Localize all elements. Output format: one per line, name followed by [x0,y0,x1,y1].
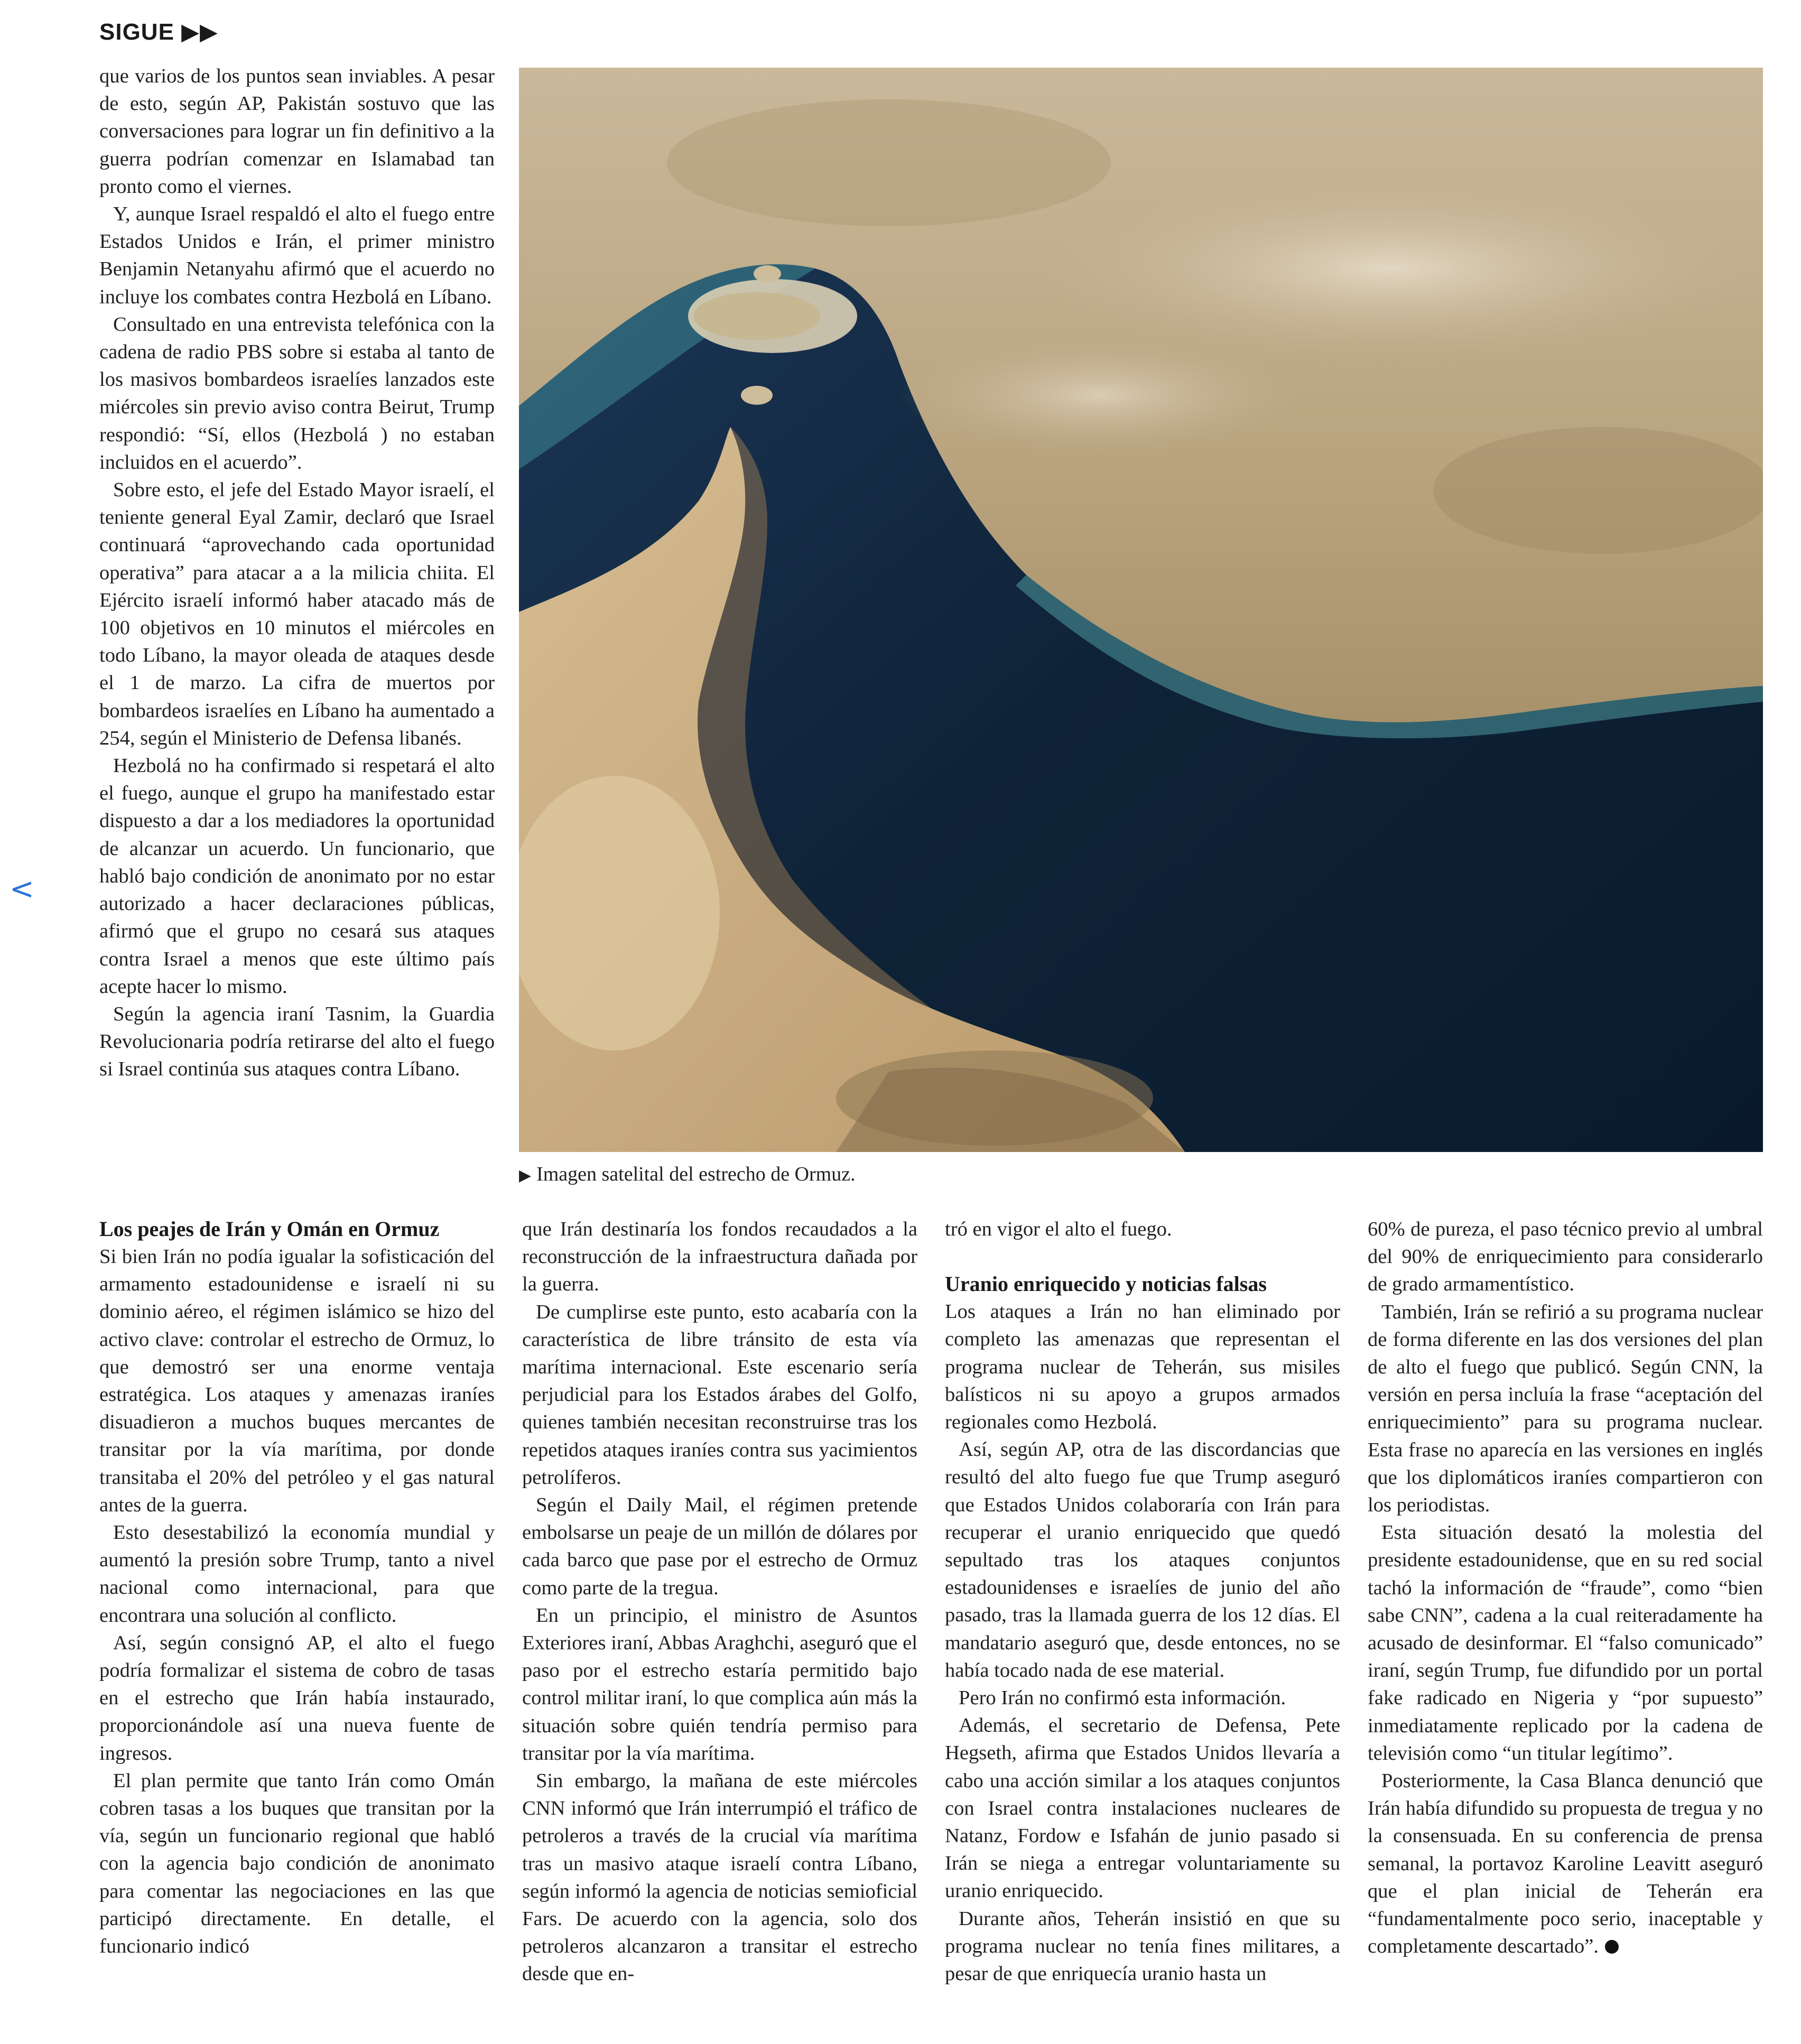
article-column-4 [1368,1215,1763,1960]
paragraph: Así, según AP, otra de las discordancias que resultó del alto fuego fue que Trump aseguró que Estados Unidos colaboraría con Irán para recuperar el uranio enriquecido que quedó sepultado tras los ataques conjuntos estadounidenses e israelíes de junio del año pasado, tras la llamada guerra de los 12 días. El mandatario aseguró que, desde entonces, no se había tocado nada de ese material. [945,1438,1340,1681]
satellite-map-illustration [519,68,1763,1152]
paragraph: Sin embargo, la mañana de este miércoles CNN informó que Irán interrumpió el tráfico de petroleros a través de la crucial vía marítima tras un masivo ataque israelí contra Líbano, según informó la agencia de noticias semioficial Fars. De acuerdo con la agencia, solo dos petroleros alcanzaron a transitar el estrecho desde que en- [522,1770,917,1985]
paragraph: Pero Irán no confirmó esta información. [959,1687,1286,1709]
paragraph: Según la agencia iraní Tasnim, la Guardia Revolucionaria podría retirarse del alto el fuego si Israel continúa sus ataques contra Líbano. [99,1002,495,1081]
paragraph: Además, el secretario de Defensa, Pete Hegseth, afirma que Estados Unidos llevaría a cabo una acción similar a los ataques conjuntos con Israel contra instalaciones nucleares de Natanz, Fordow e Isfahán de junio pasado si Irán se niega a entregar voluntariamente su uranio enriquecido. [945,1714,1340,1902]
paragraph: Así, según consignó AP, el alto el fuego podría formalizar el sistema de cobro de tasas en el estrecho que Irán había instaurado, proporcionándole así una nueva fuente de ingresos. [99,1631,495,1764]
caption-triangle-icon: ▶ [519,1167,532,1184]
paragraph: que varios de los puntos sean inviables. A pesar de esto, según AP, Pakistán sostuvo que las conversaciones para lograr un fin definitivo a la guerra podrían comenzar en Islamabad tan pronto como el viernes. [99,65,495,198]
article-column-2 [522,1215,917,1988]
article-column-1 [99,1215,495,1960]
paragraph: En un principio, el ministro de Asuntos Exteriores iraní, Abbas Araghchi, aseguró que el paso por el estrecho estaría permitido bajo control militar iraní, lo que complica aún más la situación sobre quién tendría permiso para transitar por la vía marítima. [522,1604,917,1764]
paragraph: Los ataques a Irán no han eliminado por completo las amenazas que representan el programa nuclear de Teherán, sus misiles balísticos ni su apoyo a grupos armados regionales como Hezbolá. [945,1300,1340,1434]
paragraph: Y, aunque Israel respaldó el alto el fuego entre Estados Unidos e Irán, el primer ministro Benjamin Netanyahu afirmó que el acuerdo no incluye los combates contra Hezbolá en Líbano. [99,203,495,308]
end-of-article-icon [1605,1940,1619,1954]
paragraph: tró en vigor el alto el fuego. [945,1218,1172,1240]
paragraph: De cumplirse este punto, esto acabaría con la característica de libre tránsito de esta vía marítima internacional. Este escenario sería perjudicial para los Estados árabes del Golfo, quienes también necesitan reconstruirse tras los repetidos ataques iraníes contra sus yacimientos petrolíferos. [522,1300,917,1489]
paragraph: Hezbolá no ha confirmado si respetará el alto el fuego, aunque el grupo ha manifestado estar dispuesto a dar a los mediadores la oportunidad de alcanzar un acuerdo. Un funcionario, que habló bajo condición de anonimato por no estar autorizado a hacer declaraciones públicas, afirmó que el grupo no cesará sus ataques contra Israel a menos que este último país acepte hacer lo mismo. [99,755,495,998]
article-column-3 [945,1215,1340,1987]
article-column-top-left [99,62,495,1083]
paragraph [1368,1767,1763,1960]
paragraph: El plan permite que tanto Irán como Omán cobren tasas a los buques que transitan por la vía, según un funcionario regional que habló con la agencia bajo condición de anonimato para comentar las negociaciones en las que participó directamente. En detalle, el funcionario indicó [99,1769,495,1958]
paragraph-text: Posteriormente, la Casa Blanca denunció que Irán había difundido su propuesta de tregua y no la consensuada. En su conferencia de prensa semanal, la portavoz Karoline Leavitt aseguró que el plan inicial de Teherán era “fundamentalmente poco serio, inaceptable y completamente descartado”. [1368,1770,1763,1958]
paragraph: Según el Daily Mail, el régimen pretende embolsarse un peaje de un millón de dólares por cada barco que pase por el estrecho de Ormuz como parte de la tregua. [522,1494,917,1599]
paragraph: Esta situación desató la molestia del presidente estadounidense, que en su red social tachó la información de “fraude”, como “bien sabe CNN”, cadena a la cual reiteradamente ha acusado de desinformar. El “falso comunicado” iraní, según Trump, fue difundido por un portal fake radicado en Nigeria y “por supuesto” inmediatamente replicado por la cadena de televisión como “un titular legítimo”. [1368,1521,1763,1764]
subheading: Uranio enriquecido y noticias falsas [945,1272,1267,1296]
photo-caption [519,1160,856,1190]
paragraph: que Irán destinaría los fondos recaudados a la reconstrucción de la infraestructura dañada por la guerra. [522,1218,917,1296]
paragraph: 60% de pureza, el paso técnico previo al umbral del 90% de enriquecimiento para considerarlo de grado armamentístico. [1368,1218,1763,1296]
paragraph: Durante años, Teherán insistió en que su programa nuclear no tenía fines militares, a pesar de que enriquecía uranio hasta un [945,1907,1340,1985]
subheading: Los peajes de Irán y Omán en Ormuz [99,1217,440,1241]
continues-label: SIGUE ▶▶ [99,19,218,45]
satellite-image-strait-of-hormuz [519,68,1763,1152]
caption-text: Imagen satelital del estrecho de Ormuz. [536,1163,856,1185]
paragraph: Consultado en una entrevista telefónica con la cadena de radio PBS sobre si estaba al tanto de los masivos bombardeos israelíes lanzados este miércoles sin previo aviso contra Beirut, Trump respondió: “Sí, ellos (Hezbolá ) no estaban incluidos en el acuerdo”. [99,313,495,473]
paragraph: También, Irán se refirió a su programa nuclear de forma diferente en las dos versiones del plan de alto el fuego que publicó. Según CNN, la versión en persa incluía la frase “aceptación del enriquecimiento” para su programa nuclear. Esta frase no aparecía en las versiones en inglés que los diplomáticos iraníes compartieron con los periodistas. [1368,1300,1763,1517]
paragraph: Esto desestabilizó la economía mundial y aumentó la presión sobre Trump, tanto a nivel nacional como internacional, para que encontrara una solución al conflicto. [99,1521,495,1627]
paragraph: Sobre esto, el jefe del Estado Mayor israelí, el teniente general Eyal Zamir, declaró que Israel continuará “aprovechando cada oportunidad operativa” para atacar a a la milicia chiita. El Ejército israelí informó haber atacado más de 100 objetivos en 10 minutos el miércoles en todo Líbano, la mayor oleada de ataques desde el 1 de marzo. La cifra de muertos por bombardeos israelíes en Líbano ha aumentado a 254, según el Ministerio de Defensa libanés. [99,479,495,749]
previous-page-icon[interactable]: < [10,872,34,906]
paragraph: Si bien Irán no podía igualar la sofisticación del armamento estadounidense e israelí ni su dominio aéreo, el régimen islámico se hizo del activo clave: controlar el estrecho de Ormuz, lo que demostró ser una enorme ventaja estratégica. Los ataques y amenazas iraníes disuadieron a muchos buques mercantes de transitar por la vía marítima, por donde transitaba el 20% del petróleo y el gas natural antes de la guerra. [99,1246,495,1516]
